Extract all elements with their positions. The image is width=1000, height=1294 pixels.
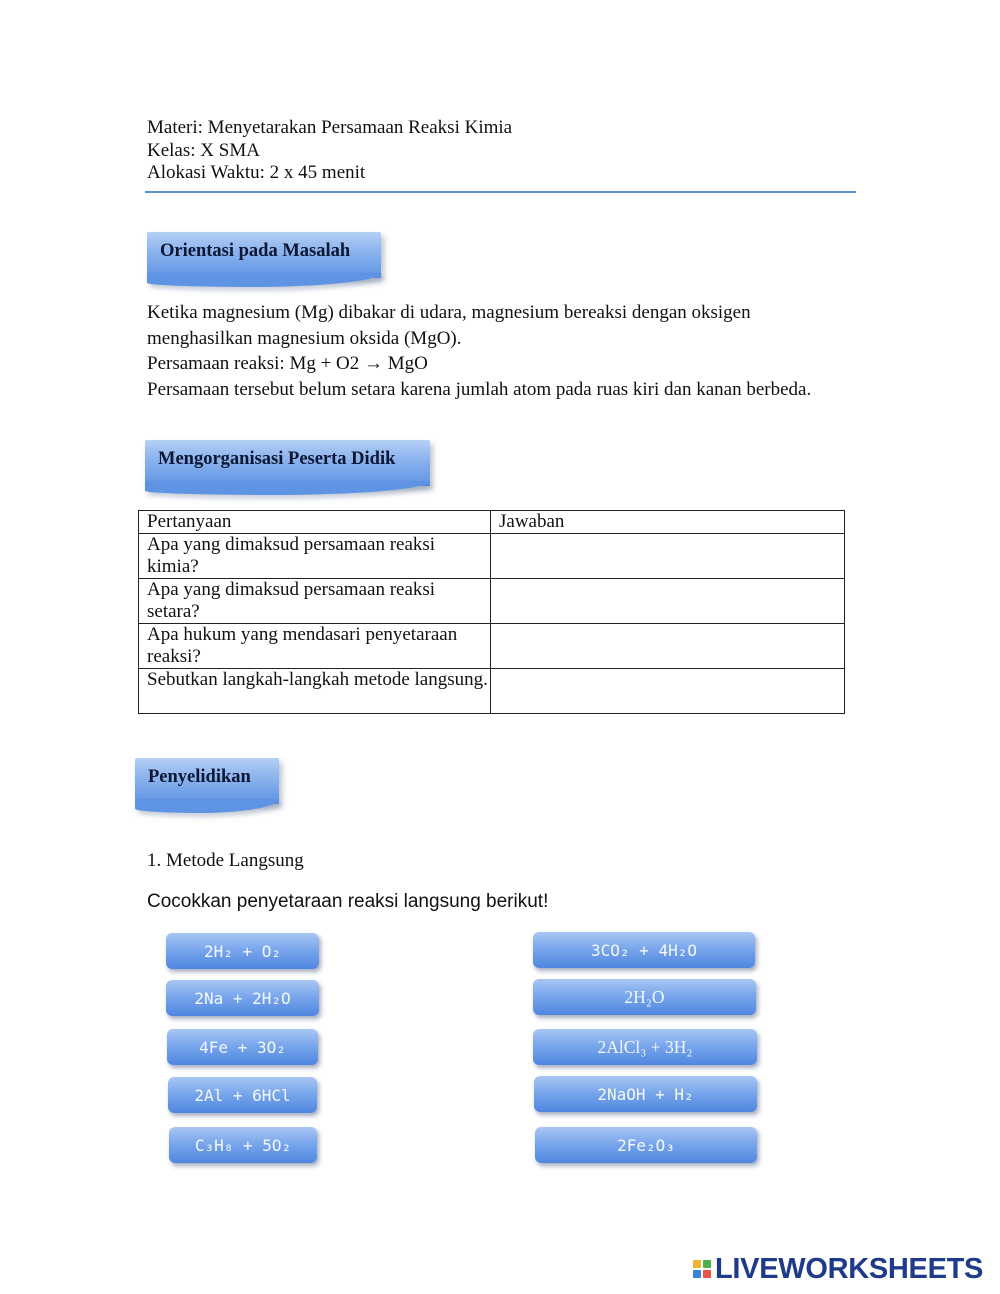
- question-cell: Sebutkan langkah-langkah metode langsung.: [139, 669, 491, 714]
- table-row: [139, 579, 845, 624]
- section-title-penyelidikan: Penyelidikan: [148, 767, 251, 787]
- section-title-orientasi: Orientasi pada Masalah: [160, 241, 351, 261]
- table-header-row: [139, 511, 845, 534]
- logo-square: [703, 1260, 711, 1268]
- match-right-2[interactable]: 2H₂O: [533, 979, 756, 1015]
- alokasi-line: Alokasi Waktu: 2 x 45 menit: [147, 162, 366, 183]
- table-row: [139, 624, 845, 669]
- logo-square: [693, 1270, 701, 1278]
- answer-cell[interactable]: [491, 669, 845, 714]
- section-banner-organisasi: [145, 440, 430, 486]
- match-left-4[interactable]: 2Al + 6HCl: [168, 1077, 317, 1113]
- match-right-3[interactable]: 2AlCl₃ + 3H₂: [533, 1029, 757, 1065]
- logo-text: LIVEWORKSHEETS: [715, 1252, 984, 1285]
- logo-square: [703, 1270, 711, 1278]
- answer-cell[interactable]: [491, 579, 845, 624]
- problem-paragraph: [147, 300, 811, 402]
- question-cell: Apa yang dimaksud persamaan reaksi kimia?: [139, 534, 491, 579]
- kelas-line: Kelas: X SMA: [147, 139, 260, 161]
- header-divider: [145, 191, 856, 193]
- table-row: [139, 669, 845, 714]
- materi-line: Materi: Menyetarakan Persamaan Reaksi Kimia: [147, 117, 513, 138]
- problem-line-4: Persamaan tersebut belum setara karena jumlah atom pada ruas kiri dan kanan berbeda.: [147, 378, 812, 400]
- question-answer-table: [138, 510, 845, 714]
- method-subtitle: 1. Metode Langsung: [147, 850, 304, 871]
- match-left-5[interactable]: C₃H₈ + 5O₂: [169, 1127, 317, 1163]
- header-info: [147, 117, 512, 185]
- match-right-5[interactable]: 2Fe₂O₃: [535, 1127, 757, 1163]
- logo-square: [693, 1260, 701, 1268]
- match-left-1[interactable]: 2H₂ + O₂: [166, 933, 319, 969]
- match-left-2[interactable]: 2Na + 2H₂O: [166, 980, 319, 1016]
- section-banner-orientasi: [147, 232, 381, 278]
- match-right-1[interactable]: 3CO₂ + 4H₂O: [533, 932, 755, 968]
- table-row: [139, 534, 845, 579]
- header-jawaban: Jawaban: [491, 511, 845, 534]
- reaction-equation: Persamaan reaksi: Mg + O2 → MgO: [147, 353, 428, 374]
- section-banner-penyelidikan: [135, 758, 279, 804]
- problem-line-2: menghasilkan magnesium oksida (MgO).: [147, 327, 462, 349]
- logo-grid-icon: [693, 1260, 711, 1278]
- question-cell: Apa hukum yang mendasari penyetaraan reaksi?: [139, 624, 491, 669]
- header-pertanyaan: Pertanyaan: [139, 511, 491, 534]
- answer-cell[interactable]: [491, 534, 845, 579]
- problem-line-1: Ketika magnesium (Mg) dibakar di udara, magnesium bereaksi dengan oksigen: [147, 302, 751, 323]
- question-cell: Apa yang dimaksud persamaan reaksi setara?: [139, 579, 491, 624]
- section-title-organisasi: Mengorganisasi Peserta Didik: [158, 449, 396, 469]
- liveworksheets-logo: [693, 1254, 983, 1284]
- match-left-3[interactable]: 4Fe + 3O₂: [167, 1029, 318, 1065]
- answer-cell[interactable]: [491, 624, 845, 669]
- match-instruction: Cocokkan penyetaraan reaksi langsung berikut!: [147, 891, 549, 912]
- match-right-4[interactable]: 2NaOH + H₂: [534, 1076, 757, 1112]
